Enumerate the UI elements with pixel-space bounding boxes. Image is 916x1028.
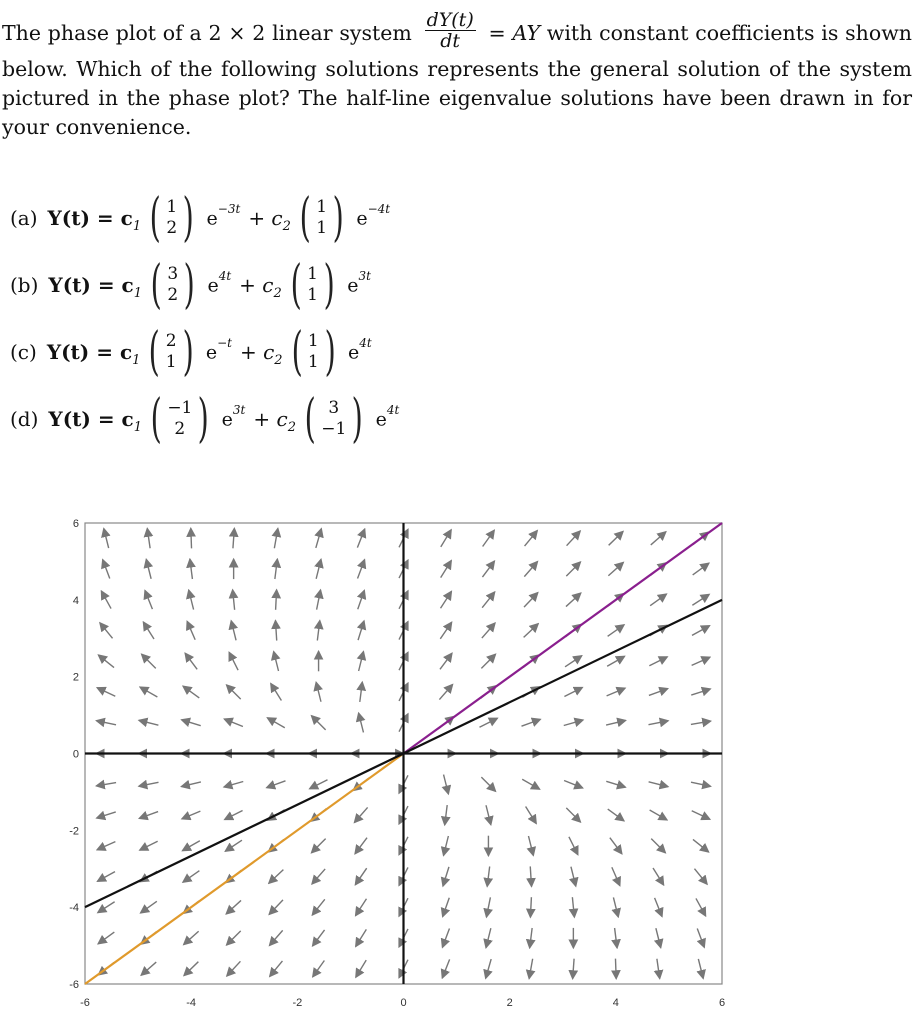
vector-field-arrow: [442, 929, 449, 948]
vector-field-arrow: [613, 897, 618, 916]
vector-field-arrow: [526, 806, 537, 823]
vector-field-arrow: [313, 930, 325, 946]
vector-field-arrow: [691, 721, 711, 724]
vector-field-arrow: [226, 900, 241, 913]
vector-field-arrow: [275, 621, 276, 641]
phase-plot-svg: [0, 500, 916, 1024]
vector-field-arrow: [143, 622, 154, 639]
vector-field-arrow: [185, 653, 197, 669]
vector-field-arrow: [141, 901, 157, 913]
vector-field-arrow: [224, 781, 243, 786]
vector-field-arrow: [482, 561, 494, 577]
vector-field-arrow: [312, 869, 325, 884]
x-tick-label: -2: [292, 997, 303, 1009]
vector-field-arrow: [359, 652, 364, 671]
vector-field-arrow: [139, 720, 158, 725]
vector-field-arrow: [522, 719, 541, 726]
vector-field-arrow: [694, 869, 707, 885]
vector-field-arrow: [651, 532, 666, 545]
vector-field-arrow: [655, 898, 662, 917]
vector-field-arrow: [140, 841, 158, 850]
choice-label: (d): [10, 407, 39, 431]
vector-field-arrow: [274, 652, 279, 671]
vector-field-arrow: [316, 529, 321, 548]
x-tick-label: 4: [612, 997, 619, 1009]
vector-field-arrow: [231, 621, 236, 640]
vector-field-arrow: [271, 684, 282, 701]
vector-field-arrow: [227, 931, 241, 945]
derivative-fraction: [425, 10, 476, 51]
vector-field-arrow: [609, 531, 623, 545]
vector-field-arrow: [442, 959, 449, 978]
vector-field-arrow: [651, 839, 665, 853]
vector-field-arrow: [139, 782, 159, 786]
eigenvector-1: ( 3 2 ): [150, 255, 195, 315]
vector-field-arrow: [358, 621, 364, 640]
y-tick-label: 2: [72, 671, 79, 684]
vector-field-arrow: [104, 529, 109, 548]
vector-field-arrow: [276, 590, 277, 610]
eigen-solution-line: [404, 523, 723, 754]
vector-field-arrow: [96, 783, 116, 786]
vector-field-arrow: [615, 928, 617, 948]
vector-field-arrow: [142, 654, 156, 668]
vector-field-arrow: [97, 842, 115, 850]
choice-d[interactable]: (d) $Y(t) = c_1$ ( −1 2 ) $e^{3t}$ + $c_2$ ( 3 −1 ) $e^{4t}$: [10, 389, 400, 449]
vector-field-arrow: [181, 782, 200, 787]
vector-field-arrow: [479, 718, 497, 727]
vector-field-arrow: [270, 961, 283, 976]
vector-field-arrow: [269, 870, 284, 884]
vector-field-arrow: [358, 560, 365, 579]
vector-field-arrow: [267, 718, 284, 728]
vector-field-arrow: [606, 781, 625, 787]
vector-field-arrow: [229, 652, 238, 670]
vector-field-arrow: [564, 781, 583, 788]
vector-field-arrow: [696, 898, 706, 916]
vector-field-arrow: [649, 657, 667, 666]
vector-field-arrow: [522, 779, 539, 789]
y-tick-label: 6: [72, 518, 79, 530]
eigenvector-1: ( −1 2 ): [150, 389, 210, 449]
vector-field-arrow: [356, 960, 366, 977]
vector-field-arrow: [443, 867, 449, 886]
vector-field-arrow: [98, 655, 114, 667]
vector-field-arrow: [564, 688, 582, 697]
vector-field-arrow: [524, 593, 538, 608]
equation-lhs: Y(t) = c: [48, 407, 134, 431]
vector-field-arrow: [608, 625, 624, 636]
vector-field-arrow: [146, 559, 151, 578]
vector-field-arrow: [566, 808, 580, 822]
vector-field-arrow: [650, 594, 666, 606]
vector-field-arrow: [147, 528, 150, 548]
vector-field-arrow: [274, 529, 278, 549]
vector-field-arrow: [358, 590, 365, 609]
eigen-solution-line: [85, 754, 404, 985]
vector-field-arrow: [233, 528, 234, 548]
vector-field-arrow: [486, 897, 490, 917]
vector-field-arrow: [567, 531, 581, 546]
x-tick-label: 2: [506, 997, 513, 1009]
vector-field-arrow: [607, 656, 624, 666]
vector-field-arrow: [698, 959, 703, 978]
vector-field-arrow: [355, 868, 366, 884]
vector-field-arrow: [615, 959, 616, 979]
vector-field-arrow: [653, 868, 664, 885]
vector-field-arrow: [270, 930, 283, 945]
vector-field-arrow: [566, 593, 581, 606]
vector-field-arrow: [610, 838, 622, 854]
vector-field-arrow: [183, 871, 199, 882]
vector-field-arrow: [225, 810, 243, 819]
vector-field-arrow: [524, 562, 537, 577]
vector-field-arrow: [649, 782, 668, 787]
problem-text-intro: The phase plot of a 2 × 2 linear system: [2, 21, 412, 45]
vector-field-arrow: [316, 682, 321, 701]
vector-field-arrow: [571, 867, 576, 886]
vector-field-arrow: [182, 811, 200, 819]
vector-field-arrow: [357, 529, 364, 548]
vector-field-arrow: [573, 959, 574, 979]
vector-field-arrow: [608, 562, 623, 575]
vector-field-arrow: [140, 687, 157, 697]
vector-field-arrow: [565, 656, 582, 667]
vector-field-arrow: [692, 657, 710, 665]
choice-label: (a): [10, 206, 38, 230]
vector-field-arrow: [97, 812, 116, 818]
vector-field-arrow: [139, 812, 158, 819]
phase-plot: [0, 500, 916, 1024]
vector-field-arrow: [566, 562, 580, 576]
equation-lhs: Y(t) = c: [48, 273, 134, 297]
vector-field-arrow: [96, 721, 116, 725]
vector-field-arrow: [445, 805, 447, 825]
vector-field-arrow: [486, 928, 491, 947]
y-tick-label: -6: [69, 979, 79, 991]
vector-field-arrow: [97, 688, 115, 697]
vector-field-arrow: [317, 621, 319, 641]
vector-field-arrow: [354, 807, 367, 822]
choice-label: (c): [10, 340, 37, 364]
vector-field-arrow: [657, 959, 660, 979]
vector-field-arrow: [529, 959, 533, 979]
equation-lhs: Y(t) = c: [47, 206, 133, 230]
vector-field-arrow: [524, 624, 539, 638]
vector-field-arrow: [183, 686, 199, 698]
vector-field-arrow: [316, 559, 321, 578]
vector-field-arrow: [486, 959, 491, 978]
y-tick-label: 4: [72, 594, 79, 607]
eigenvector-2: ( 3 −1 ): [304, 389, 364, 449]
vector-field-arrow: [187, 621, 195, 639]
vector-field-arrow: [275, 559, 277, 579]
vector-field-arrow: [693, 839, 709, 851]
vector-field-arrow: [530, 897, 531, 917]
y-tick-label: -2: [69, 825, 79, 838]
vector-field-arrow: [312, 899, 324, 915]
vector-field-arrow: [691, 782, 711, 786]
vector-field-arrow: [98, 932, 114, 944]
vector-field-arrow: [141, 962, 156, 975]
vector-field-arrow: [356, 899, 367, 916]
y-tick-label: -4: [69, 902, 79, 915]
vector-field-arrow: [607, 688, 625, 696]
eigenvector-1: ( 2 1 ): [148, 322, 194, 382]
vector-field-arrow: [313, 960, 325, 976]
vector-field-arrow: [691, 689, 710, 695]
problem-text-question: with constant coefficients is shown below. Which of the following solutions represents the general solution of the system pictured in the phase plot? The half-line eigenvalue solutions have been drawn in for your convenience.: [2, 21, 912, 139]
vector-field-arrow: [693, 563, 709, 575]
choice-b[interactable]: (b) $Y(t) = c_1$ ( 3 2 ) $e^{4t}$ + $c_2$ ( 1 1 ) $e^{3t}$: [10, 255, 371, 315]
equation-rhs: = AY: [488, 21, 540, 45]
vector-field-arrow: [269, 900, 283, 914]
vector-field-arrow: [225, 840, 242, 851]
vector-field-arrow: [98, 902, 115, 913]
vector-field-arrow: [310, 780, 328, 789]
vector-field-arrow: [441, 530, 451, 547]
eigenvector-2: ( 1 1 ): [291, 322, 336, 382]
vector-field-arrow: [317, 590, 321, 610]
vector-field-arrow: [444, 836, 449, 855]
vector-field-arrow: [572, 897, 574, 917]
vector-field-arrow: [481, 654, 495, 668]
fraction-numerator: dY(t): [426, 9, 474, 31]
x-tick-label: -6: [80, 997, 90, 1009]
vector-field-arrow: [311, 839, 325, 853]
vector-field-arrow: [356, 929, 367, 946]
vector-field-arrow: [648, 721, 668, 725]
vector-field-arrow: [530, 866, 531, 886]
equation-lhs: Y(t) = c: [46, 340, 133, 364]
vector-field-arrow: [189, 590, 194, 609]
vector-field-arrow: [227, 961, 241, 976]
choice-a[interactable]: (a) $Y(t) = c_1$ ( 1 2 ) $e^{-3t}$ + $c_2$ ( 1 1 ) $e^{-4t}$: [10, 188, 391, 248]
vector-field-arrow: [444, 775, 449, 794]
vector-field-arrow: [697, 929, 704, 948]
vector-field-arrow: [487, 867, 489, 887]
vector-field-arrow: [224, 719, 243, 726]
vector-field-arrow: [649, 689, 668, 696]
vector-field-arrow: [564, 720, 583, 725]
x-tick-label: -4: [186, 997, 197, 1009]
vector-field-arrow: [440, 622, 451, 638]
fraction-denominator: dt: [440, 30, 461, 52]
vector-field-arrow: [528, 836, 533, 855]
vector-field-arrow: [359, 713, 364, 732]
vector-field-arrow: [184, 931, 199, 944]
vector-field-arrow: [650, 810, 667, 820]
vector-field-arrow: [440, 653, 452, 669]
choice-label: (b): [10, 273, 39, 297]
vector-field-arrow: [441, 591, 452, 608]
vector-field-arrow: [233, 590, 235, 610]
vector-field-arrow: [656, 928, 661, 947]
vector-field-arrow: [530, 928, 532, 948]
y-tick-label: 0: [72, 748, 79, 761]
vector-field-arrow: [692, 594, 709, 605]
vector-field-arrow: [145, 591, 152, 610]
vector-field-arrow: [443, 898, 450, 917]
vector-field-arrow: [182, 720, 201, 726]
vector-field-arrow: [439, 685, 452, 700]
problem-statement: [2, 9, 912, 142]
vector-field-arrow: [360, 682, 362, 702]
vector-field-arrow: [182, 841, 199, 851]
vector-field-arrow: [355, 838, 367, 854]
eigenvector-1: ( 1 2 ): [149, 188, 194, 248]
x-tick-label: 0: [400, 997, 407, 1009]
vector-field-arrow: [482, 623, 495, 638]
vector-field-arrow: [608, 809, 624, 821]
vector-field-arrow: [481, 777, 495, 791]
vector-field-arrow: [190, 559, 192, 579]
vector-field-arrow: [606, 720, 625, 725]
vector-field-arrow: [692, 626, 710, 636]
vector-field-arrow: [103, 560, 110, 579]
vector-field-arrow: [100, 623, 113, 639]
eigenvector-2: ( 1 1 ): [290, 255, 335, 315]
vector-field-arrow: [483, 530, 495, 546]
vector-field-arrow: [267, 781, 286, 788]
x-tick-label: 6: [718, 997, 726, 1009]
eigenvector-2: ( 1 1 ): [299, 188, 344, 248]
vector-field-arrow: [227, 685, 241, 699]
vector-field-arrow: [569, 837, 578, 855]
vector-field-arrow: [184, 962, 198, 976]
vector-field-arrow: [486, 805, 491, 824]
vector-field-arrow: [311, 716, 325, 730]
vector-field-arrow: [191, 528, 192, 548]
vector-field-arrow: [101, 591, 111, 609]
vector-field-arrow: [692, 811, 710, 820]
vector-field-arrow: [612, 867, 620, 885]
vector-field-arrow: [441, 561, 452, 578]
vector-field-arrow: [97, 872, 115, 882]
vector-field-arrow: [482, 592, 494, 608]
vector-field-arrow: [525, 531, 538, 546]
choice-c[interactable]: (c) $Y(t) = c_1$ ( 2 1 ) $e^{-t}$ + $c_2$ ( 1 1 ) $e^{4t}$: [10, 322, 372, 382]
